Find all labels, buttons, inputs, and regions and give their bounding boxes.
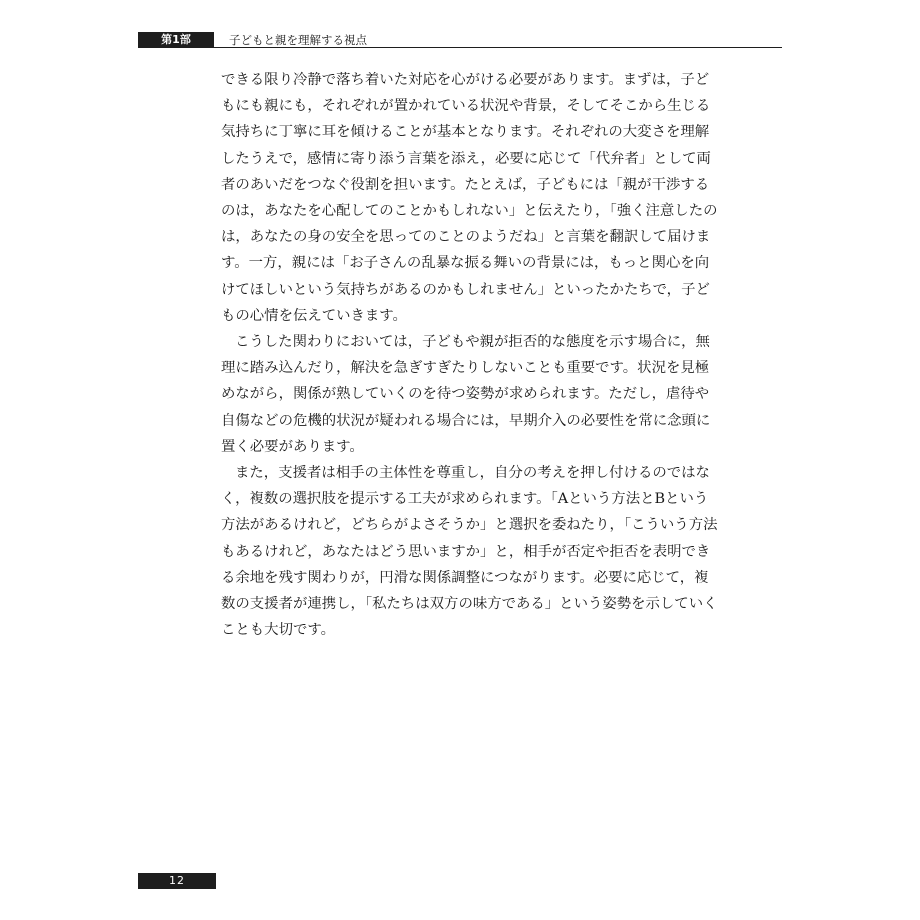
text-line: もあるけれど，あなたはどう思いますか」と，相手が否定や拒否を表明でき — [221, 543, 711, 560]
text-line: ことも大切です。 — [221, 622, 335, 639]
text-line: 置く必要があります。 — [221, 438, 364, 455]
text-line: 方法があるけれど，どちらがよさそうか」と選択を委ねたり，「こういう方法 — [221, 517, 718, 534]
text-line: 者のあいだをつなぐ役割を担います。たとえば，子どもには「親が干渉する — [221, 176, 710, 193]
text-line: く，複数の選択肢を提示する工夫が求められます。「Aという方法とBという — [221, 491, 709, 508]
text-line: できる限り冷静で落ち着いた対応を心がける必要があります。まずは，子ど — [221, 72, 710, 88]
text-line: 理に踏み込んだり，解決を急ぎすぎたりしないことも重要です。状況を見極 — [221, 360, 710, 377]
text-line: す。一方，親には「お子さんの乱暴な振る舞いの背景には，もっと関心を向 — [221, 255, 710, 272]
paragraph-3 — [221, 460, 718, 643]
text-line: めながら，関係が熟していくのを待つ姿勢が求められます。ただし，虐待や — [221, 386, 710, 403]
text-line: 自傷などの危機的状況が疑われる場合には，早期介入の必要性を常に念頭に — [221, 412, 711, 429]
text-line: 気持ちに丁寧に耳を傾けることが基本となります。それぞれの大変さを理解 — [221, 124, 710, 141]
text-line: また，支援者は相手の主体性を尊重し，自分の考えを押し付けるのではな — [235, 465, 710, 482]
text-line: もの心情を伝えていきます。 — [221, 307, 407, 324]
text-line: けてほしいという気持ちがあるのかもしれません」といったかたちで，子ど — [221, 281, 710, 298]
text-line: のは，あなたを心配してのことかもしれない」と伝えたり，「強く注意したの — [221, 203, 718, 220]
text-line: したうえで，感情に寄り添う言葉を添え，必要に応じて「代弁者」として両 — [221, 150, 711, 167]
text-line: こうした関わりにおいては，子どもや親が拒否的な態度を示す場合に，無 — [235, 334, 710, 351]
chapter-title: 子どもと親を理解する視点 — [229, 33, 367, 47]
text-line: もにも親にも，それぞれが置かれている状況や背景，そしてそこから生じる — [221, 98, 711, 115]
text-line: は，あなたの身の安全を思ってのことのようだね」と言葉を翻訳して届けま — [221, 229, 711, 246]
body-text — [221, 67, 718, 643]
part-label: 第1部 — [138, 32, 214, 48]
text-line: る余地を残す関わりが，円滑な関係調整につながります。必要に応じて，複 — [221, 569, 709, 586]
paragraph-1 — [221, 67, 718, 329]
paragraph-2 — [221, 329, 711, 460]
header-rule — [214, 47, 782, 48]
page-number: 12 — [138, 873, 216, 889]
text-line: 数の支援者が連携し，「私たちは双方の味方である」という姿勢を示していく — [221, 596, 718, 613]
